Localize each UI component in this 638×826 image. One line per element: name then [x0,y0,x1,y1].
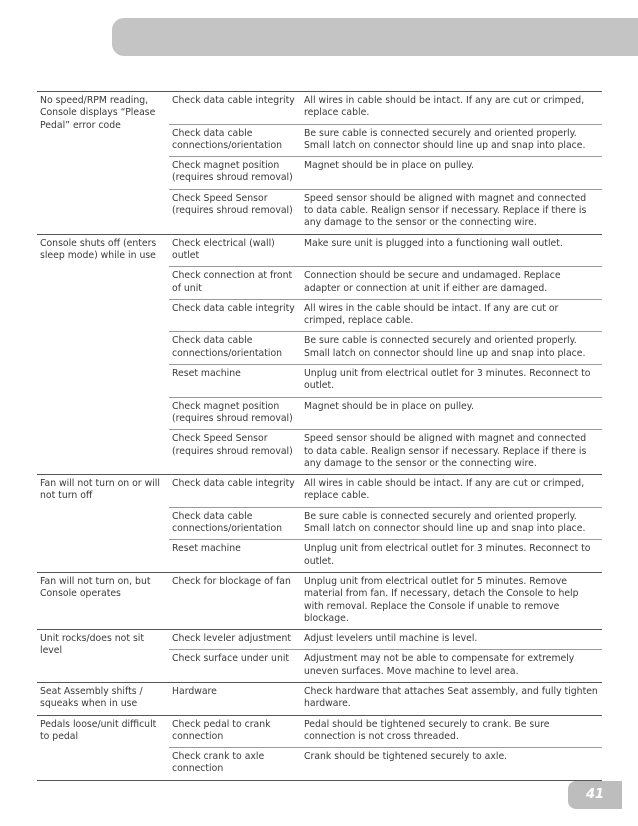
check-cell: Check magnet position (requires shroud removal) [169,397,301,430]
solution-cell: Make sure unit is plugged into a functioning wall outlet. [301,234,602,267]
check-cell: Check data cable integrity [169,299,301,332]
check-cell: Check data cable integrity [169,475,301,508]
symptom-cell: Fan will not turn on or will not turn off [37,475,169,573]
check-cell: Check data cable integrity [169,92,301,125]
table-row [37,682,602,715]
symptom-cell: Seat Assembly shifts / squeaks when in use [37,682,169,715]
solution-cell: Be sure cable is connected securely and oriented properly. Small latch on connector should line up and snap into place. [301,124,602,157]
solution-cell: Be sure cable is connected securely and oriented properly. Small latch on connector should line up and snap into place. [301,507,602,540]
check-cell: Check leveler adjustment [169,630,301,650]
check-cell: Check for blockage of fan [169,572,301,629]
check-cell: Reset machine [169,365,301,398]
table-row [37,475,602,508]
check-cell: Check surface under unit [169,650,301,683]
solution-cell: Crank should be tightened securely to axle. [301,748,602,781]
check-cell: Check pedal to crank connection [169,715,301,748]
solution-cell: Magnet should be in place on pulley. [301,397,602,430]
solution-cell: Unplug unit from electrical outlet for 3 minutes. Reconnect to outlet. [301,540,602,573]
header-bar [112,18,638,56]
table-row [37,234,602,267]
troubleshooting-table-body [37,92,602,781]
check-cell: Check data cable connections/orientation [169,124,301,157]
table-row [37,92,602,125]
solution-cell: Unplug unit from electrical outlet for 5 minutes. Remove material from fan. If necessary, detach the Console to help with removal. Replace the Console if unable to remove blockage. [301,572,602,629]
solution-cell: Speed sensor should be aligned with magnet and connected to data cable. Realign sensor if necessary. Replace if there is any damage to the sensor or the connecting wire. [301,430,602,475]
solution-cell: Check hardware that attaches Seat assembly, and fully tighten hardware. [301,682,602,715]
solution-cell: Adjustment may not be able to compensate for extremely uneven surfaces. Move machine to level area. [301,650,602,683]
symptom-cell: Unit rocks/does not sit level [37,630,169,683]
solution-cell: Pedal should be tightened securely to crank. Be sure connection is not cross threaded. [301,715,602,748]
troubleshooting-table [37,91,602,781]
solution-cell: Be sure cable is connected securely and oriented properly. Small latch on connector should line up and snap into place. [301,332,602,365]
table-row [37,715,602,748]
check-cell: Check Speed Sensor (requires shroud removal) [169,189,301,234]
symptom-cell: Pedals loose/unit difficult to pedal [37,715,169,780]
check-cell: Check data cable connections/orientation [169,507,301,540]
check-cell: Hardware [169,682,301,715]
symptom-cell: No speed/RPM reading, Console displays “Please Pedal” error code [37,92,169,235]
table-row [37,572,602,629]
check-cell: Check data cable connections/orientation [169,332,301,365]
symptom-cell: Fan will not turn on, but Console operates [37,572,169,629]
check-cell: Reset machine [169,540,301,573]
solution-cell: Speed sensor should be aligned with magnet and connected to data cable. Realign sensor if necessary. Replace if there is any damage to the sensor or the connecting wire. [301,189,602,234]
check-cell: Check crank to axle connection [169,748,301,781]
solution-cell: All wires in cable should be intact. If any are cut or crimped, replace cable. [301,475,602,508]
solution-cell: All wires in the cable should be intact. If any are cut or crimped, replace cable. [301,299,602,332]
solution-cell: Magnet should be in place on pulley. [301,157,602,190]
solution-cell: Adjust levelers until machine is level. [301,630,602,650]
check-cell: Check connection at front of unit [169,267,301,300]
solution-cell: Unplug unit from electrical outlet for 3 minutes. Reconnect to outlet. [301,365,602,398]
solution-cell: Connection should be secure and undamaged. Replace adapter or connection at unit if either are damaged. [301,267,602,300]
page-number: 41 [568,781,622,809]
table-row [37,630,602,650]
check-cell: Check magnet position (requires shroud removal) [169,157,301,190]
check-cell: Check electrical (wall) outlet [169,234,301,267]
symptom-cell: Console shuts off (enters sleep mode) while in use [37,234,169,474]
check-cell: Check Speed Sensor (requires shroud removal) [169,430,301,475]
solution-cell: All wires in cable should be intact. If any are cut or crimped, replace cable. [301,92,602,125]
